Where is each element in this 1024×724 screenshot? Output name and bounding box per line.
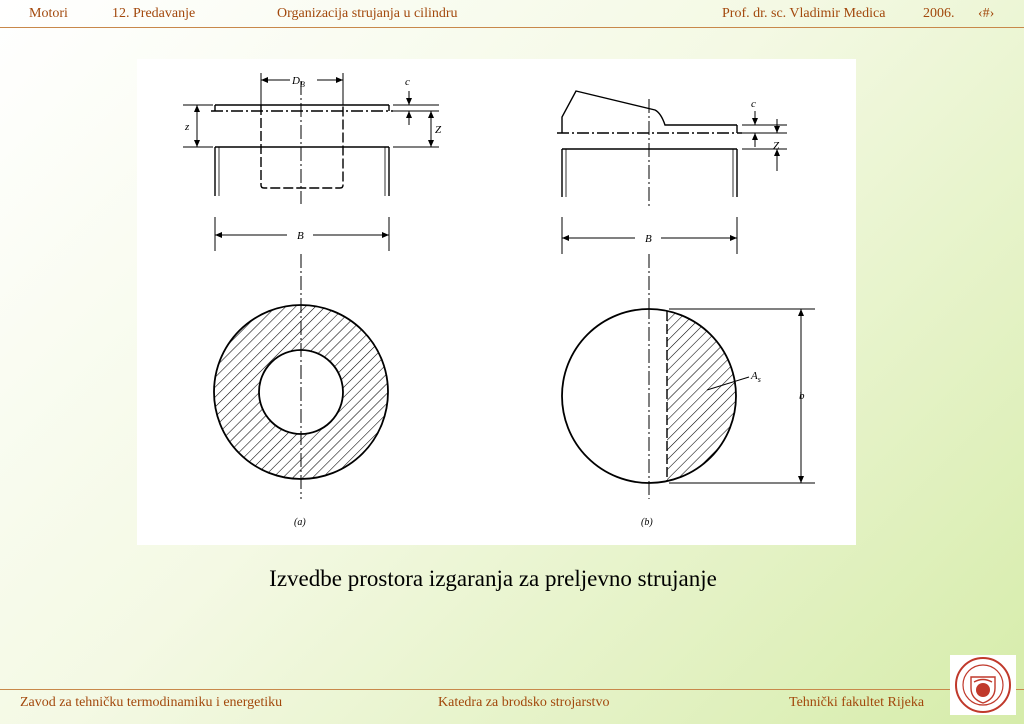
- footer-right: Tehnički fakultet Rijeka: [789, 695, 925, 710]
- label-c-left: c: [405, 76, 410, 88]
- header-page-number: ‹#›: [978, 6, 995, 21]
- caption-a: (a): [294, 517, 306, 528]
- header-course: Motori: [29, 6, 68, 21]
- footer-left: Zavod za tehničku termodinamiku i energetiku: [20, 695, 283, 710]
- label-b-left: B: [297, 230, 304, 242]
- piston-b-side-view: [557, 91, 787, 305]
- piston-a-top-view: [214, 299, 388, 499]
- header-divider: [0, 27, 1024, 28]
- university-seal-icon: [950, 655, 1016, 715]
- label-as: $A_s$: [751, 370, 761, 384]
- piston-b-top-view: [562, 305, 815, 499]
- label-z-left: Z: [435, 124, 442, 136]
- header-author: Prof. dr. sc. Vladimir Medica: [722, 6, 886, 21]
- piston-diagram: [137, 59, 856, 545]
- header-year: 2006.: [923, 6, 955, 21]
- label-z-small-left: z: [185, 121, 190, 133]
- header-lecture: 12. Predavanje: [112, 6, 196, 21]
- footer-center: Katedra za brodsko strojarstvo: [438, 695, 610, 710]
- header-topic: Organizacija strujanja u cilindru: [277, 6, 458, 21]
- label-db: $D_B$: [292, 75, 305, 89]
- piston-a-side-view: [183, 73, 439, 299]
- slide-header: [0, 0, 1024, 28]
- slide-caption: Izvedbe prostora izgaranja za preljevno strujanje: [269, 566, 717, 591]
- label-b-small: b: [799, 390, 805, 402]
- label-z-right: Z: [773, 140, 780, 152]
- footer-divider: [0, 689, 1024, 690]
- label-c-right: c: [751, 98, 756, 110]
- caption-b: (b): [641, 517, 653, 528]
- label-b-right: B: [645, 233, 652, 245]
